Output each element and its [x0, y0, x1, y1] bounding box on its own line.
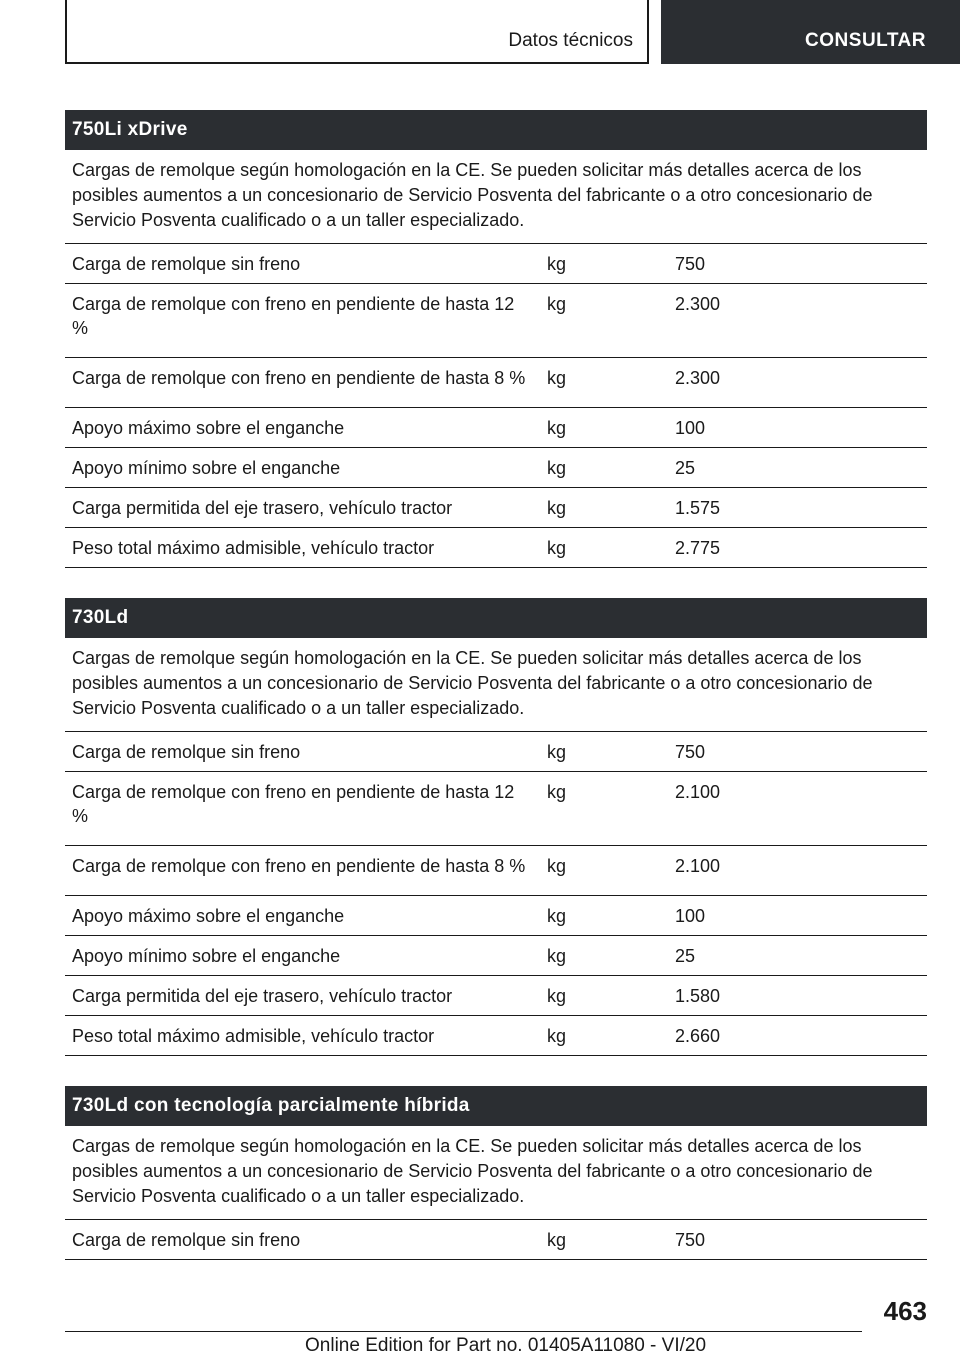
row-value: 100: [675, 418, 706, 438]
table-row: [65, 936, 927, 976]
table-row: [65, 284, 927, 358]
row-label: Carga de remolque sin freno: [72, 1230, 301, 1250]
row-label: Peso total máximo admisible, vehículo tractor: [72, 1026, 435, 1046]
table-row: [65, 732, 927, 772]
row-value: 100: [675, 906, 706, 926]
table-row: [65, 448, 927, 488]
footer-divider: [65, 1331, 862, 1332]
row-label: Peso total máximo admisible, vehículo tractor: [72, 538, 435, 558]
spec-block-730ld: [65, 598, 927, 1056]
row-unit: kg: [547, 1026, 567, 1046]
row-unit: kg: [547, 742, 567, 762]
spec-block-730ld-hybrid: [65, 1086, 927, 1260]
table-row: [65, 1016, 927, 1056]
table-row: [65, 846, 927, 896]
row-unit: kg: [547, 294, 567, 314]
table-row: [65, 244, 927, 284]
table-row: [65, 358, 927, 408]
footer-edition: Online Edition for Part no. 01405A11080 - VI/20: [305, 1335, 707, 1356]
row-value: 2.300: [675, 294, 721, 314]
row-label: Carga de remolque sin freno: [72, 742, 301, 762]
row-label: Apoyo máximo sobre el enganche: [72, 418, 345, 438]
block-intro: Cargas de remolque según homologación en la CE. Se pueden solicitar más detalles acerca de los posibles aumentos a un concesionario de Servicio Posventa del fabricante o a otro concesionario de Servicio Posventa cualificado o a un taller especializado.: [65, 150, 927, 244]
row-value: 2.660: [675, 1026, 721, 1046]
page-number: 463: [883, 1296, 927, 1326]
row-value: 25: [675, 946, 696, 966]
row-unit: kg: [547, 782, 567, 802]
row-value: 1.580: [675, 986, 721, 1006]
content: [65, 110, 927, 1290]
row-label: Carga permitida del eje trasero, vehículo tractor: [72, 498, 453, 518]
table-row: [65, 896, 927, 936]
row-value: 2.100: [675, 782, 721, 802]
row-unit: kg: [547, 538, 567, 558]
row-value: 2.300: [675, 368, 721, 388]
row-unit: kg: [547, 946, 567, 966]
row-value: 750: [675, 1230, 706, 1250]
row-value: 1.575: [675, 498, 721, 518]
row-label: Carga de remolque con freno en pendiente de hasta 12 %: [72, 782, 515, 826]
row-unit: kg: [547, 418, 567, 438]
row-label: Carga de remolque sin freno: [72, 254, 301, 274]
row-label: Carga de remolque con freno en pendiente de hasta 8 %: [72, 368, 526, 388]
table-row: [65, 1220, 927, 1260]
table-row: [65, 976, 927, 1016]
row-label: Carga de remolque con freno en pendiente de hasta 12 %: [72, 294, 515, 338]
row-unit: kg: [547, 1230, 567, 1250]
row-unit: kg: [547, 458, 567, 478]
row-label: Apoyo mínimo sobre el enganche: [72, 946, 341, 966]
table-row: [65, 408, 927, 448]
row-unit: kg: [547, 986, 567, 1006]
block-title: 730Ld: [65, 598, 927, 638]
table-row: [65, 488, 927, 528]
block-title: 730Ld con tecnología parcialmente híbrida: [65, 1086, 927, 1126]
row-unit: kg: [547, 254, 567, 274]
row-unit: kg: [547, 856, 567, 876]
block-intro: Cargas de remolque según homologación en la CE. Se pueden solicitar más detalles acerca de los posibles aumentos a un concesionario de Servicio Posventa del fabricante o a otro concesionario de Servicio Posventa cualificado o a un taller especializado.: [65, 1126, 927, 1220]
row-label: Carga permitida del eje trasero, vehículo tractor: [72, 986, 453, 1006]
row-value: 750: [675, 254, 706, 274]
row-value: 25: [675, 458, 696, 478]
consult-label: CONSULTAR: [805, 30, 926, 51]
row-value: 2.775: [675, 538, 721, 558]
header-section-tab: [65, 0, 649, 64]
row-label: Apoyo mínimo sobre el enganche: [72, 458, 341, 478]
spec-block-750li: [65, 110, 927, 568]
row-label: Carga de remolque con freno en pendiente de hasta 8 %: [72, 856, 526, 876]
table-row: [65, 772, 927, 846]
row-unit: kg: [547, 906, 567, 926]
row-label: Apoyo máximo sobre el enganche: [72, 906, 345, 926]
table-row: [65, 528, 927, 568]
row-unit: kg: [547, 368, 567, 388]
section-title: Datos técnicos: [508, 30, 633, 51]
row-value: 2.100: [675, 856, 721, 876]
consult-tab[interactable]: [661, 0, 960, 64]
row-value: 750: [675, 742, 706, 762]
row-unit: kg: [547, 498, 567, 518]
block-intro: Cargas de remolque según homologación en la CE. Se pueden solicitar más detalles acerca de los posibles aumentos a un concesionario de Servicio Posventa del fabricante o a otro concesionario de Servicio Posventa cualificado o a un taller especializado.: [65, 638, 927, 732]
block-title: 750Li xDrive: [65, 110, 927, 150]
